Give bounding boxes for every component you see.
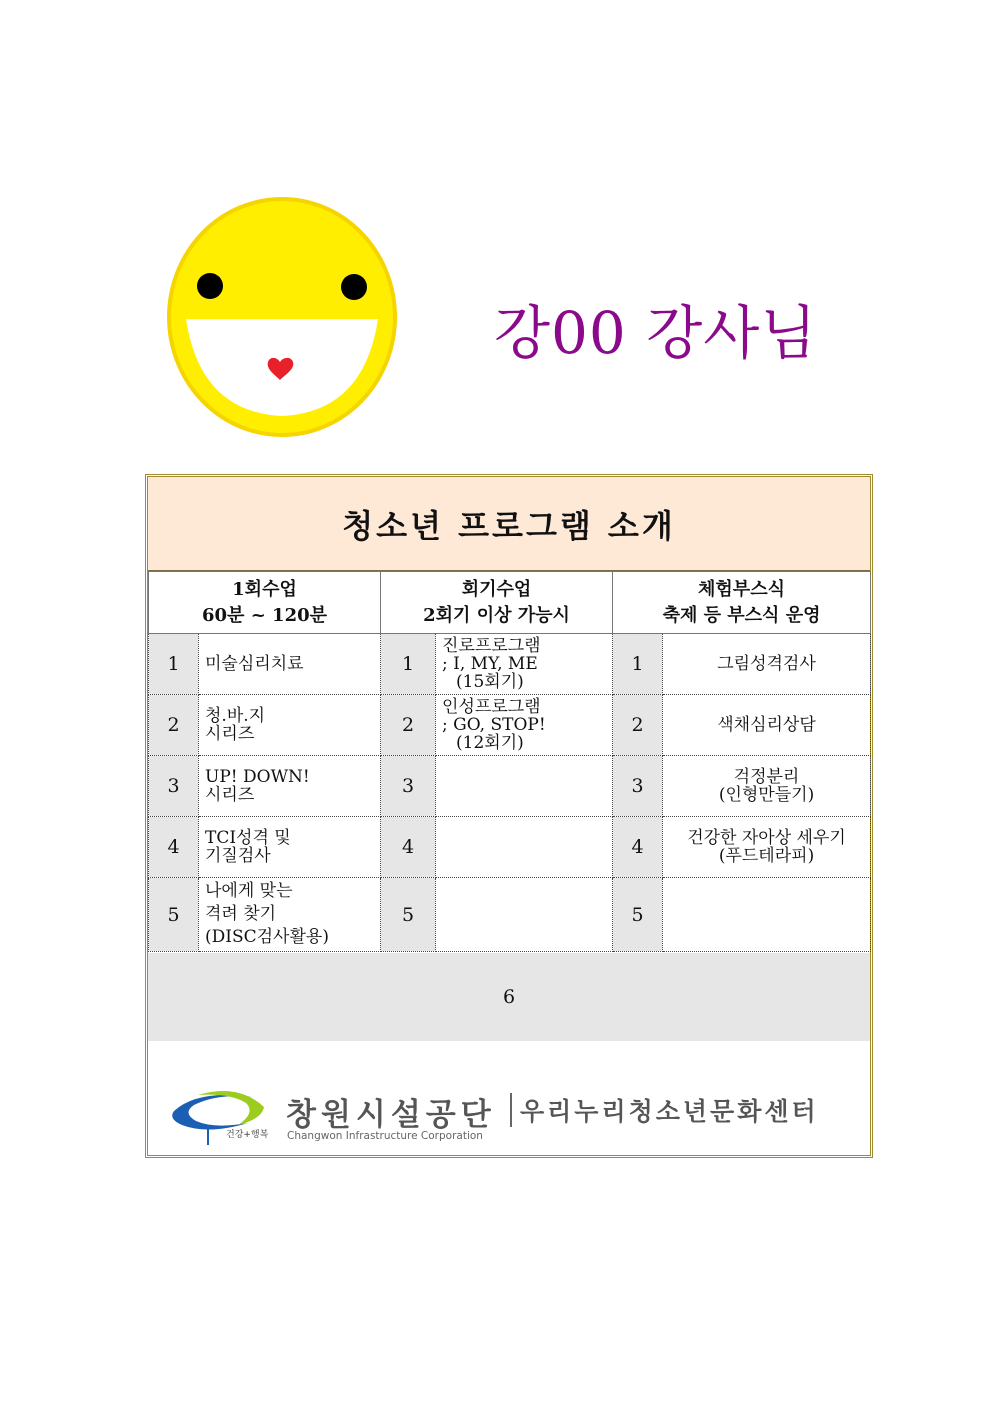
row-number: 3 bbox=[149, 756, 199, 817]
summary-cell: 6 bbox=[148, 953, 870, 1041]
row-number: 5 bbox=[613, 878, 663, 952]
program-cell: 미술심리치료 bbox=[199, 634, 381, 695]
program-cell: 색채심리상담 bbox=[663, 695, 871, 756]
smiley-face-icon bbox=[164, 194, 400, 440]
table-row bbox=[149, 878, 871, 952]
program-cell: UP! DOWN! 시리즈 bbox=[199, 756, 381, 817]
row-number: 2 bbox=[149, 695, 199, 756]
program-table bbox=[148, 571, 871, 952]
logo-slogan: 건강+행복 bbox=[226, 1130, 268, 1140]
program-cell: 청.바.지 시리즈 bbox=[199, 695, 381, 756]
center-name: 우리누리청소년문화센터 bbox=[520, 1097, 819, 1126]
row-number: 2 bbox=[381, 695, 436, 756]
program-cell: 진로프로그램 ; I, MY, ME (15회기) bbox=[436, 634, 613, 695]
row-number: 4 bbox=[149, 817, 199, 878]
table-row bbox=[149, 695, 871, 756]
row-number: 1 bbox=[381, 634, 436, 695]
program-cell-empty bbox=[436, 878, 613, 952]
row-number: 5 bbox=[149, 878, 199, 952]
row-number: 5 bbox=[381, 878, 436, 952]
program-cell: TCI성격 및 기질검사 bbox=[199, 817, 381, 878]
row-number: 1 bbox=[613, 634, 663, 695]
column-header-multi-session: 회기수업 2회기 이상 가능시 bbox=[381, 572, 613, 634]
table-row bbox=[149, 817, 871, 878]
column-header-booth: 체험부스식 축제 등 부스식 운영 bbox=[613, 572, 871, 634]
changwon-logo-icon bbox=[168, 1085, 268, 1149]
table-row bbox=[149, 634, 871, 695]
column-header-single-session: 1회수업 60분 ~ 120분 bbox=[149, 572, 381, 634]
program-cell: 걱정분리 (인형만들기) bbox=[663, 756, 871, 817]
row-number: 4 bbox=[613, 817, 663, 878]
program-cell-empty bbox=[663, 878, 871, 952]
row-number: 3 bbox=[613, 756, 663, 817]
program-cell-empty bbox=[436, 756, 613, 817]
row-number: 2 bbox=[613, 695, 663, 756]
table-row bbox=[149, 756, 871, 817]
panel-title: 청소년 프로그램 소개 bbox=[148, 477, 870, 571]
footer-divider bbox=[510, 1093, 512, 1127]
instructor-name: 강00 강사님 bbox=[494, 299, 818, 367]
program-cell: 인성프로그램 ; GO, STOP! (12회기) bbox=[436, 695, 613, 756]
program-cell: 그림성격검사 bbox=[663, 634, 871, 695]
org-name: 창원시설공단 bbox=[286, 1097, 496, 1133]
program-panel bbox=[145, 474, 873, 1158]
row-number: 1 bbox=[149, 634, 199, 695]
row-number: 3 bbox=[381, 756, 436, 817]
program-cell-empty bbox=[436, 817, 613, 878]
row-number: 4 bbox=[381, 817, 436, 878]
org-name-english: Changwon Infrastructure Corporation bbox=[287, 1130, 483, 1142]
program-cell: 나에게 맞는 격려 찾기 (DISC검사활용) bbox=[199, 878, 381, 952]
program-cell: 건강한 자아상 세우기 (푸드테라피) bbox=[663, 817, 871, 878]
footer-banner bbox=[148, 1041, 870, 1155]
